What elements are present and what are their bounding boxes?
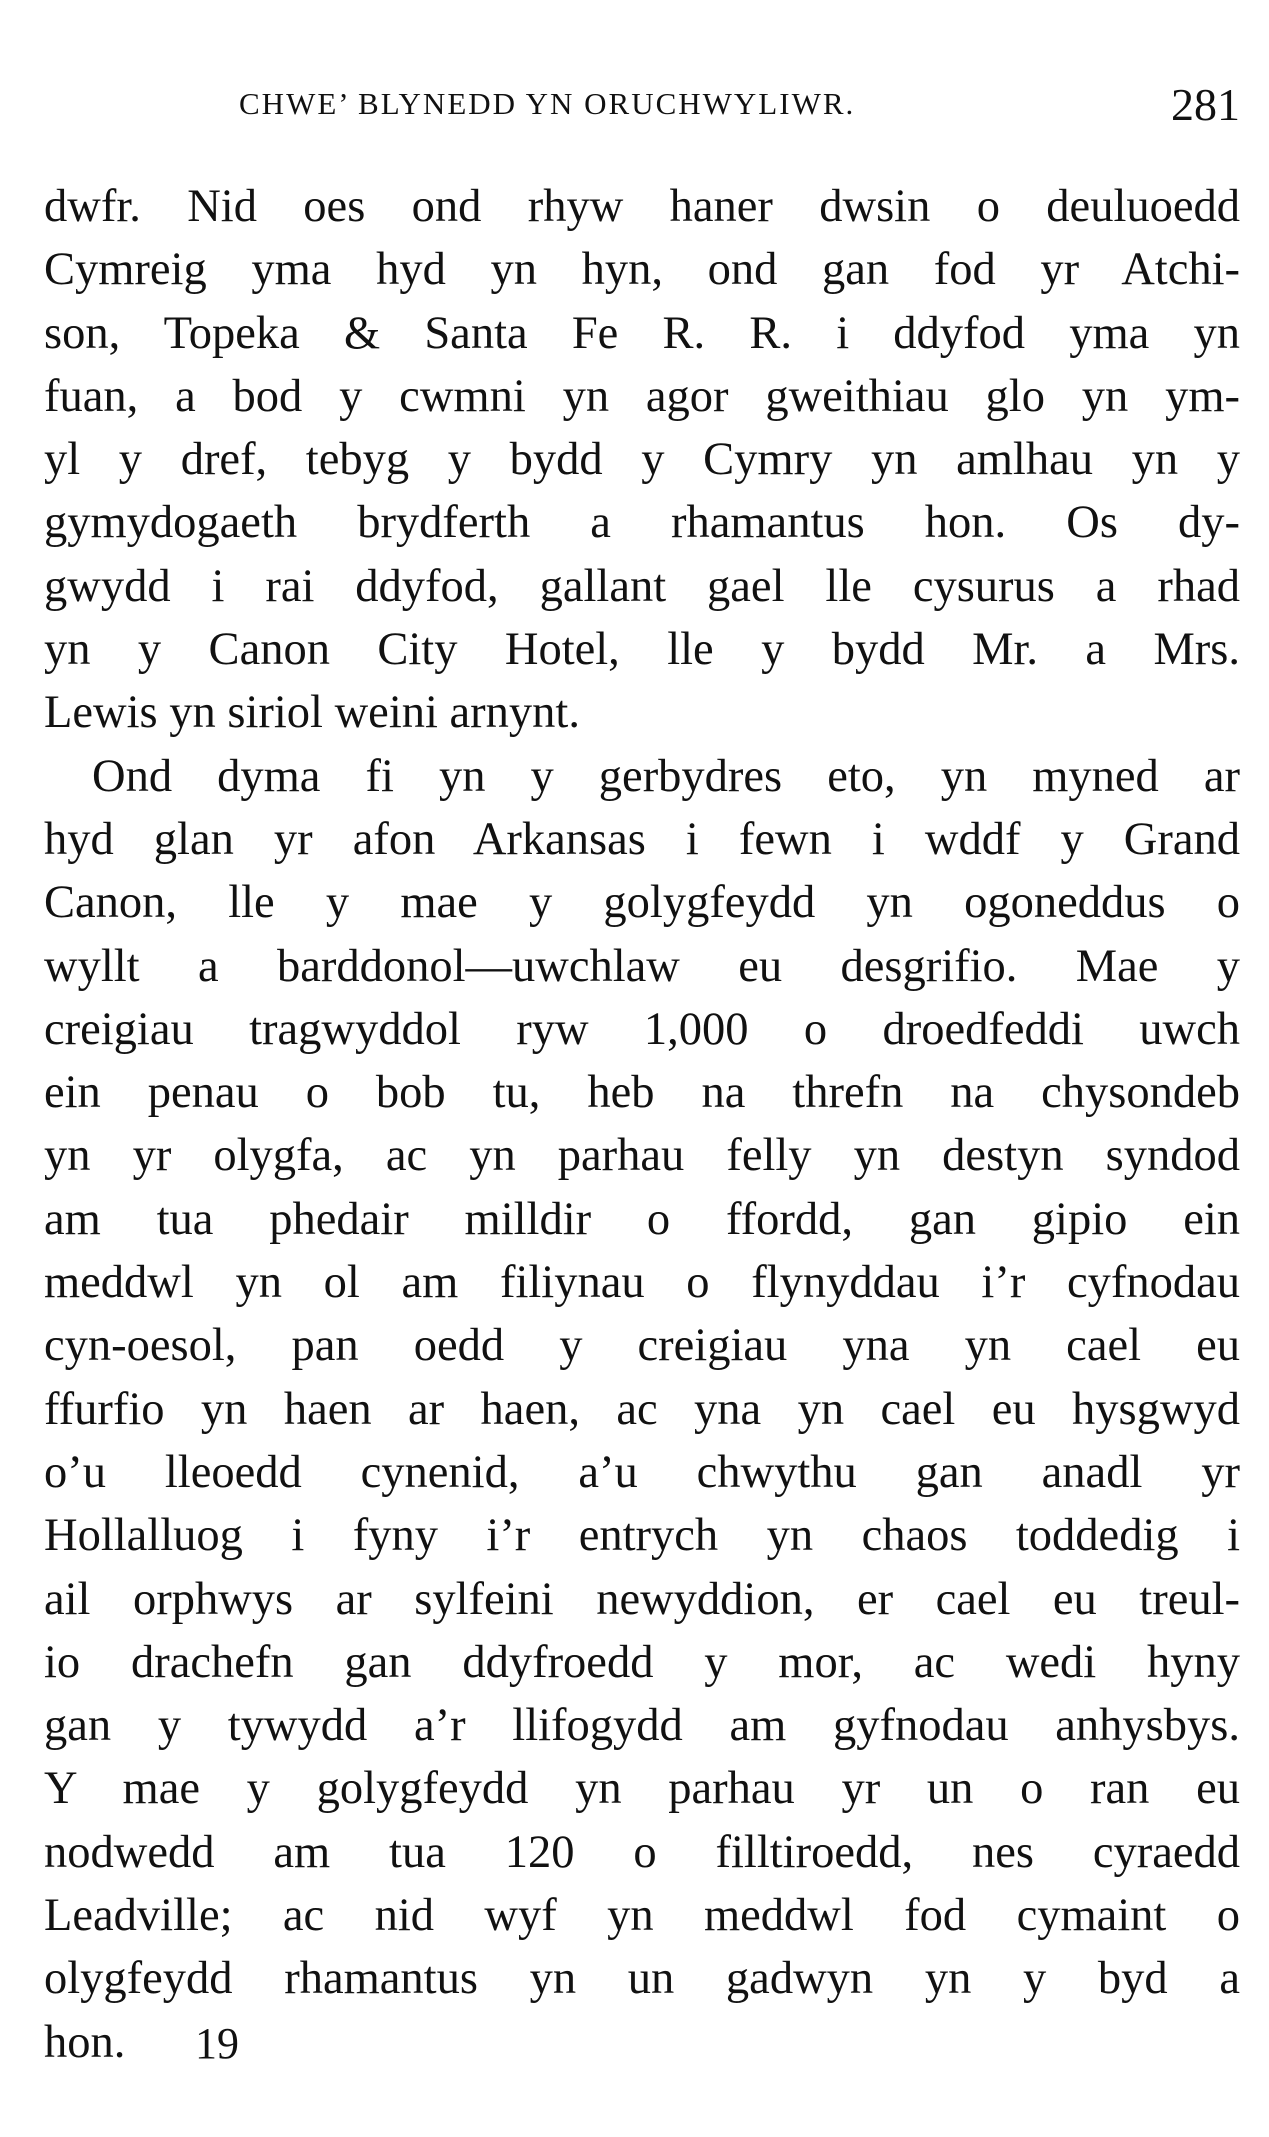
text-line: am tua phedair milldir o ffordd, gan gipio ein — [44, 1193, 1240, 1245]
text-line: hon. — [44, 2016, 126, 2068]
text-line: Ond dyma fi yn y gerbydres eto, yn myned ar — [92, 750, 1240, 802]
text-line: wyllt a barddonol—uwchlaw eu desgrifio. Mae y — [44, 940, 1240, 992]
text-line: dwfr. Nid oes ond rhyw haner dwsin o deuluoedd — [44, 181, 1240, 232]
text-line: ail orphwys ar sylfeini newyddion, er cael eu treul- — [44, 1573, 1240, 1625]
text-line: olygfeydd rhamantus yn un gadwyn yn y byd a — [44, 1953, 1240, 2005]
body-text — [44, 175, 1240, 2074]
text-line: son, Topeka & Santa Fe R. R. i ddyfod yma yn — [44, 307, 1240, 359]
running-title: CHWE’ BLYNEDD YN ORUCHWYLIWR. — [239, 86, 856, 121]
text-line: ffurfio yn haen ar haen, ac yna yn cael eu hysgwyd — [44, 1383, 1240, 1435]
text-line: cyn-oesol, pan oedd y creigiau yna yn cael eu — [44, 1320, 1240, 1372]
text-line: yl y dref, tebyg y bydd y Cymry yn amlhau yn y — [44, 434, 1240, 486]
text-line: gymydogaeth brydferth a rhamantus hon. Os dy- — [44, 497, 1240, 549]
text-line: Canon, lle y mae y golygfeydd yn ogoneddus o — [44, 877, 1240, 929]
text-line: Hollalluog i fyny i’r entrych yn chaos toddedig i — [44, 1510, 1240, 1562]
text-line: io drachefn gan ddyfroedd y mor, ac wedi hyny — [44, 1636, 1240, 1688]
text-line: fuan, a bod y cwmni yn agor gweithiau glo yn ym- — [44, 370, 1240, 422]
text-line: Cymreig yma hyd yn hyn, ond gan fod yr Atchi- — [44, 244, 1240, 296]
paragraph-2 — [44, 745, 1240, 2074]
text-line: meddwl yn ol am filiynau o flynyddau i’r cyfnodau — [44, 1257, 1240, 1309]
text-line: nodwedd am tua 120 o filltiroedd, nes cyraedd — [44, 1826, 1240, 1878]
signature-mark: 19 — [195, 2019, 239, 2068]
text-line: Leadville; ac nid wyf yn meddwl fod cymaint o — [44, 1890, 1240, 1942]
text-line: creigiau tragwyddol ryw 1,000 o droedfeddi uwch — [44, 1003, 1240, 1055]
text-line: hyd glan yr afon Arkansas i fewn i wddf y Grand — [44, 813, 1240, 865]
text-line: gan y tywydd a’r llifogydd am gyfnodau anhysbys. — [44, 1700, 1240, 1752]
running-header — [44, 78, 1240, 138]
text-line: o’u lleoedd cynenid, a’u chwythu gan anadl yr — [44, 1446, 1240, 1498]
text-line: gwydd i rai ddyfod, gallant gael lle cysurus a rhad — [44, 560, 1240, 612]
text-line: yn y Canon City Hotel, lle y bydd Mr. a Mrs. — [44, 624, 1240, 676]
text-line: Y mae y golygfeydd yn parhau yr un o ran eu — [44, 1763, 1240, 1815]
paragraph-1 — [44, 175, 1240, 745]
text-line: ein penau o bob tu, heb na threfn na chysondeb — [44, 1067, 1240, 1119]
text-line: yn yr olygfa, ac yn parhau felly yn destyn syndod — [44, 1130, 1240, 1182]
text-line: Lewis yn siriol weini arnynt. — [44, 687, 580, 739]
page-number: 281 — [1171, 79, 1240, 130]
